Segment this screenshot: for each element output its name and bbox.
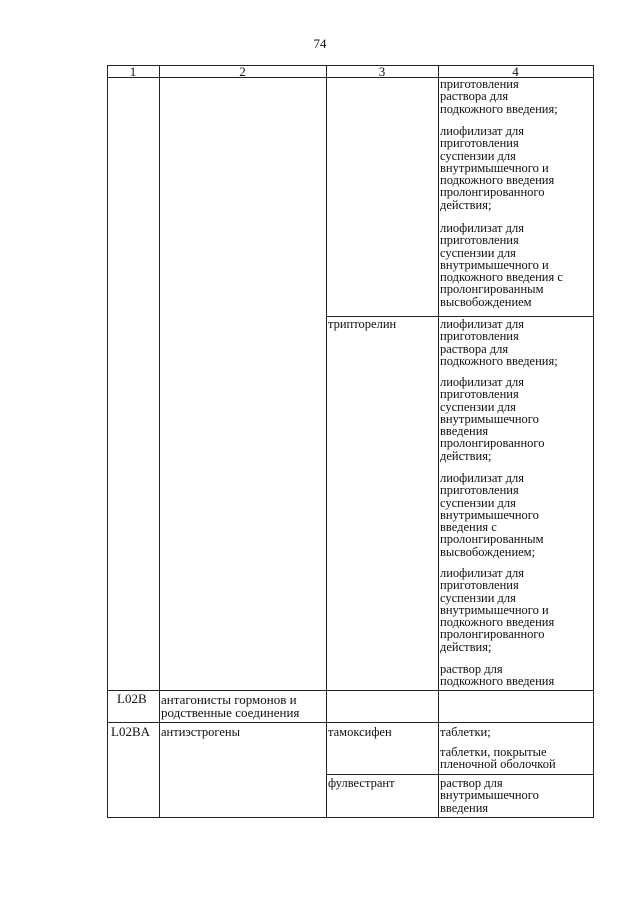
dosage-form [440,567,554,653]
atc-code-l02ba: L02BA [111,724,150,739]
text-line: введения с [440,520,497,535]
text-line: приготовления [440,387,519,402]
text-line: подкожного введения; [440,101,558,116]
text-line: введения [440,424,489,439]
column-divider [159,65,160,818]
text-line: действия; [440,448,492,463]
text-line: внутримышечного и [440,160,549,175]
text-line: пролонгированного [440,436,545,451]
dosage-form [440,222,563,308]
text-line: действия; [440,639,492,654]
drug-name-fulvestrant: фулвестрант [328,776,395,790]
table-border-right [593,65,594,818]
drug-name-tamoxifen: тамоксифен [328,725,392,739]
table-border-bottom [107,817,594,818]
text-line: раствор для [440,662,503,676]
text-line: суспензии для [440,148,516,163]
dosage-form [440,78,558,115]
text-line: раствора для [440,341,509,356]
text-line: раствора для [440,89,509,104]
column-header-4: 4 [512,64,519,79]
text-line: подкожного введения с [440,270,563,285]
row-divider [107,722,594,723]
text-line: суспензии для [440,399,516,414]
text-line: приготовления [440,233,519,248]
atc-code-l02b: L02B [117,691,147,706]
column-header-3: 3 [378,64,386,79]
text-line: пролонгированного [440,185,545,200]
column-divider [438,65,439,818]
dosage-form [440,726,491,738]
dosage-form [440,318,558,367]
drug-name-triptorelin: трипторелин [328,317,397,331]
text-line: лиофилизат для [440,375,524,389]
text-line: внутримышечного [440,507,539,522]
text-line: подкожного введения [440,674,555,689]
text-line: таблетки, покрытые [440,745,547,759]
text-line: внутримышечного [440,788,539,803]
dosage-form [440,472,544,558]
page-number: 74 [313,36,327,51]
text-line: подкожного введения [440,173,555,188]
dosage-form [440,746,556,771]
text-line: антагонисты гормонов и [161,692,297,707]
text-line: суспензии для [440,495,516,510]
text-line: внутримышечного и [440,257,549,272]
text-line: лиофилизат для [440,317,524,331]
text-line: подкожного введения [440,615,555,630]
text-line: пролонгированного [440,627,545,642]
atc-group-name: антиэстрогены [161,725,241,739]
row-divider [107,690,594,691]
text-line: приготовления [440,136,519,151]
atc-group-name [161,693,299,719]
text-line: раствор для [440,776,503,790]
text-line: внутримышечного и [440,602,549,617]
text-line: приготовления [440,578,519,593]
text-line: лиофилизат для [440,471,524,485]
text-line: родственные соединения [161,705,300,720]
dosage-form [440,777,539,814]
text-line: приготовления [440,329,519,344]
dosage-form [440,663,554,688]
dosage-form [440,376,545,462]
text-line: суспензии для [440,245,516,260]
column-header-1: 1 [129,64,137,79]
text-line: введения [440,800,489,815]
text-line: пленочной оболочкой [440,757,556,772]
column-header-2: 2 [239,64,246,79]
text-line: действия; [440,197,492,212]
text-line: внутримышечного [440,411,539,426]
text-line: лиофилизат для [440,221,524,235]
text-line: лиофилизат для [440,124,524,138]
text-line: приготовления [440,77,519,91]
text-line: таблетки; [440,725,491,739]
text-line: подкожного введения; [440,353,558,368]
dosage-form [440,125,554,211]
text-line: высвобождением; [440,544,536,559]
text-line: пролонгированным [440,282,544,297]
text-line: пролонгированным [440,532,544,547]
text-line: высвобождением [440,294,532,309]
column-divider [326,65,327,818]
table-border-left [107,65,108,818]
text-line: приготовления [440,483,519,498]
row-divider [326,774,594,775]
text-line: лиофилизат для [440,566,524,580]
text-line: суспензии для [440,590,516,605]
